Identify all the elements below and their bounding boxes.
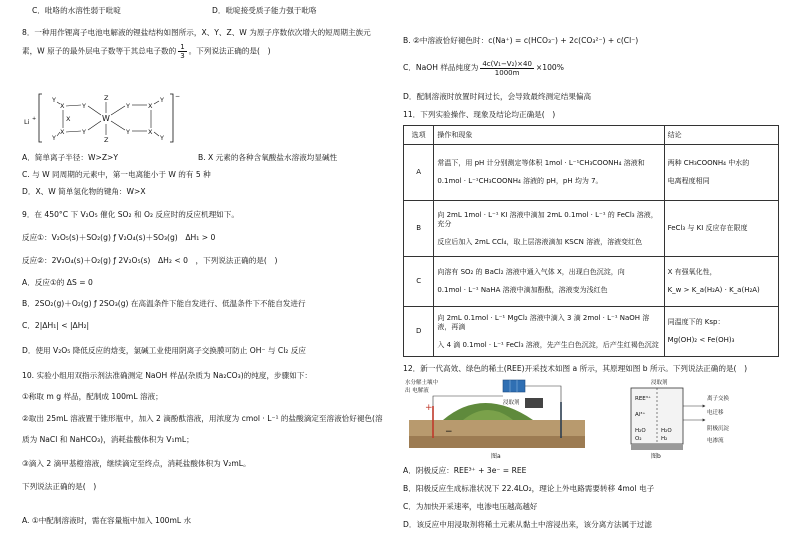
q9-stem: 9．在 450°C 下 V₂O₅ 催化 SO₂ 和 O₂ 反应时的反应机理如下。 xyxy=(22,210,239,219)
atom-y-r1: Y xyxy=(126,102,130,110)
row-conclusion: 两种 CH₃COONH₄ 中水的 电离程度相同 xyxy=(664,145,778,201)
fig-a-minus: − xyxy=(445,427,453,437)
q10-step-2b: 质为 NaCl 和 NaHCO₃)，消耗盐酸体积为 V₁mL； xyxy=(22,435,194,444)
q7-option-c: C．吡咯的水溶性弱于吡啶 xyxy=(32,6,121,15)
atom-z-top: Z xyxy=(104,94,109,102)
atom-z-bottom: Z xyxy=(104,136,109,144)
q10-option-a: A. ①中配制溶液时，需在容量瓶中加入 100mL 水 xyxy=(22,516,192,525)
q9-option-b: B．2SO₂(g)＋O₂(g) ƒ 2SO₃(g) 在高温条件下能自发进行、低温条件下不能自发进行 xyxy=(22,299,306,308)
table-header-row xyxy=(404,126,779,145)
fig-a-plus: + xyxy=(425,403,433,413)
fig-b-o2: O₂ xyxy=(635,436,642,442)
q12-option-d: D．该反应中用浸取剂将稀土元素从黏土中溶浸出来，该分离方法属于过滤 xyxy=(403,520,652,529)
q10-step-3: ③滴入 2 滴甲基橙溶液，继续滴定至终点，消耗盐酸体积为 V₂mL。 xyxy=(22,459,251,468)
atom-y-l4: Y xyxy=(52,134,56,142)
q11-table xyxy=(403,125,779,357)
q9-option-c: C．2|ΔH₁| < |ΔH₂| xyxy=(22,321,90,330)
row-conclusion: X 有强氧化性， K_w > K_a(H₂A) · K_a(H₂A) xyxy=(664,257,778,307)
header-option: 选项 xyxy=(404,126,434,145)
fig-a-label-2: 出 电解液 xyxy=(405,388,429,394)
atom-y-l1: Y xyxy=(82,102,86,110)
q8-stem-line2: 素，W 原子的最外层电子数等于其总电子数的 $\frac{1}{3}$ 。下列说法正确的是( ) xyxy=(22,43,271,60)
atom-y-l3: Y xyxy=(52,96,56,104)
q10-option-d: D．配制溶液时放置时间过长，会导致最终测定结果偏高 xyxy=(403,92,592,101)
atom-x-l: X xyxy=(66,115,71,123)
atom-x-l2: X xyxy=(60,102,65,110)
fig-b-leach: 浸取剂 xyxy=(651,380,668,386)
row-conclusion: 同温度下的 Ksp： Mg(OH)₂ < Fe(OH)₃ xyxy=(664,307,778,357)
q9-reaction-1: 反应①：V₂O₅(s)＋SO₂(g) ƒ V₂O₄(s)＋SO₃(g) ΔH₁ > 0 xyxy=(22,233,216,242)
q9-option-a: A．反应①的 ΔS = 0 xyxy=(22,278,93,287)
fig-b-caption: 图b xyxy=(651,453,661,460)
atom-y-r3: Y xyxy=(160,96,164,104)
q10-step-2a: ②取出 25mL 溶液置于锥形瓶中，加入 2 滴酚酞溶液，用浓度为 cmol · L⁻¹ 的盐酸滴定至溶液恰好褪色(溶 xyxy=(22,414,383,423)
table-row xyxy=(404,201,779,257)
fig-b-electromigration: 电迁移 xyxy=(707,410,724,416)
q11-stem: 11．下列实验操作、现象及结论均正确是( ) xyxy=(403,110,556,119)
atom-x-r1: X xyxy=(148,102,153,110)
q10-step-1: ①称取 m g 样品，配制成 100mL 溶液； xyxy=(22,392,163,401)
q10-option-b: B. ②中溶液恰好褪色时：c(Na⁺) = c(HCO₃⁻) + 2c(CO₃²⁻) + c(Cl⁻) xyxy=(403,36,639,45)
fig-b-cathode-deposit: 阴极沉淀 xyxy=(707,426,730,432)
q10-stem: 10. 实验小组用双指示剂法准确测定 NaOH 样品(杂质为 Na₂CO₃)的纯度，步骤如下： xyxy=(22,371,313,380)
row-option: A xyxy=(404,145,434,201)
q9-reaction-2: 反应②：2V₂O₄(s)＋O₂(g) ƒ 2V₂O₅(s) ΔH₂ < 0 ，下列说法正确的是( ) xyxy=(22,256,278,265)
atom-y-l2: Y xyxy=(82,128,86,136)
row-conclusion: FeCl₃ 与 KI 反应存在限度 xyxy=(664,201,778,257)
q7-option-d: D．吡啶接受质子能力强于吡咯 xyxy=(212,6,317,15)
anion-charge: − xyxy=(175,93,181,100)
q12-option-b: B．阳极反应生成标准状况下 22.4LO₂，理论上外电路需要转移 4mol 电子 xyxy=(403,484,655,493)
q8-stem-line1: 8．一种用作锂离子电池电解液的锂盐结构如图所示，X、Y、Z、W 为原子序数依次增大的短周期主族元 xyxy=(22,28,371,37)
fig-a-leach: 浸取剂 xyxy=(503,400,520,406)
row-operation: 向 2mL 1mol · L⁻¹ KI 溶液中滴加 2mL 0.1mol · L⁻¹ 的 FeCl₃ 溶液，充分 反应后加入 2mL CCl₄，取上层溶液滴加 KSCN 溶液，溶液变红色 xyxy=(434,201,664,257)
li-charge: + xyxy=(32,116,37,122)
row-option: D xyxy=(404,307,434,357)
q9-option-d: D．使用 V₂O₅ 降低反应的焓变，氯碱工业使用阴离子交换膜可防止 OH⁻ 与 Cl₂ 反应 xyxy=(22,346,306,355)
fig-b-h2o-right: H₂O xyxy=(661,428,672,434)
row-option: B xyxy=(404,201,434,257)
q8-option-a: A．简单离子半径：W>Z>Y xyxy=(22,153,119,162)
row-operation: 常温下，用 pH 计分别测定等体积 1mol · L⁻¹CH₃COONH₄ 溶液和 0.1mol · L⁻¹CH₃COONH₄ 溶液的 pH，pH 均为 7。 xyxy=(434,145,664,201)
fig-b-al: Al³⁺ xyxy=(635,412,646,418)
fig-b-h2o-left: H₂O xyxy=(635,428,646,434)
table-row xyxy=(404,307,779,357)
q12-stem: 12．新一代高效、绿色的稀土(REE)开采技术如图 a 所示，其原理如图 b 所示。下列说法正确的是( ) xyxy=(403,364,748,373)
table-row xyxy=(404,145,779,201)
q10-ask: 下列说法正确的是( ) xyxy=(22,482,97,491)
li-label: Li xyxy=(24,118,30,126)
atom-w: W xyxy=(102,114,110,123)
atom-x-r2: X xyxy=(148,128,153,136)
fig-b-ree: REE³⁺ xyxy=(635,396,651,402)
table-row xyxy=(404,257,779,307)
fraction-one-third: $\frac{1}{3}$ xyxy=(180,43,185,60)
figure-a-mining-diagram xyxy=(403,376,591,462)
row-operation: 向溶有 SO₂ 的 BaCl₂ 溶液中通入气体 X，出现白色沉淀，向 0.1mol · L⁻¹ NaHA 溶液中滴加酚酞，溶液变为浅红色 xyxy=(434,257,664,307)
fig-a-caption: 图a xyxy=(491,453,501,460)
q8-option-d: D．X、W 简单氢化物的键角：W>X xyxy=(22,187,146,196)
q8-option-b: B. X 元素的各种含氧酸盐水溶液均显碱性 xyxy=(198,153,338,162)
figure-b-principle-diagram xyxy=(595,376,781,462)
fig-a-label-1: 水分解土壤中 xyxy=(405,380,439,386)
row-operation: 向 2mL 0.1mol · L⁻¹ MgCl₂ 溶液中滴入 3 滴 2mol · L⁻¹ NaOH 溶液，再滴 入 4 滴 0.1mol · L⁻¹ FeCl₃ 溶液，先产生白色沉淀，后产生红褐色沉淀 xyxy=(434,307,664,357)
lithium-salt-structure xyxy=(22,88,192,146)
q12-option-c: C．为加快开采速率，电渗电压越高越好 xyxy=(403,502,538,511)
q8-option-c: C. 与 W 同周期的元素中，第一电离能小于 W 的有 5 种 xyxy=(22,170,211,179)
fig-b-ion-exchange: 离子交换 xyxy=(707,396,730,402)
fig-b-h2: H₂ xyxy=(661,436,668,442)
atom-y-r2: Y xyxy=(126,128,130,136)
q10-option-c: C．NaOH 样品纯度为 $\frac{\text{4c(V₁−V₂)×40}}{1000m}$ ×100% xyxy=(403,59,564,77)
q12-option-a: A．阴极反应：REE³⁺ + 3e⁻ = REE xyxy=(403,466,527,475)
fig-b-electroosmosis: 电渗流 xyxy=(707,438,724,444)
row-option: C xyxy=(404,257,434,307)
purity-fraction: $\frac{\text{4c(V₁−V₂)×40}}{1000m}$ xyxy=(482,59,532,77)
atom-x-l3: X xyxy=(60,128,65,136)
header-conclusion: 结论 xyxy=(664,126,778,145)
header-operation: 操作和现象 xyxy=(434,126,664,145)
atom-y-r4: Y xyxy=(160,134,164,142)
